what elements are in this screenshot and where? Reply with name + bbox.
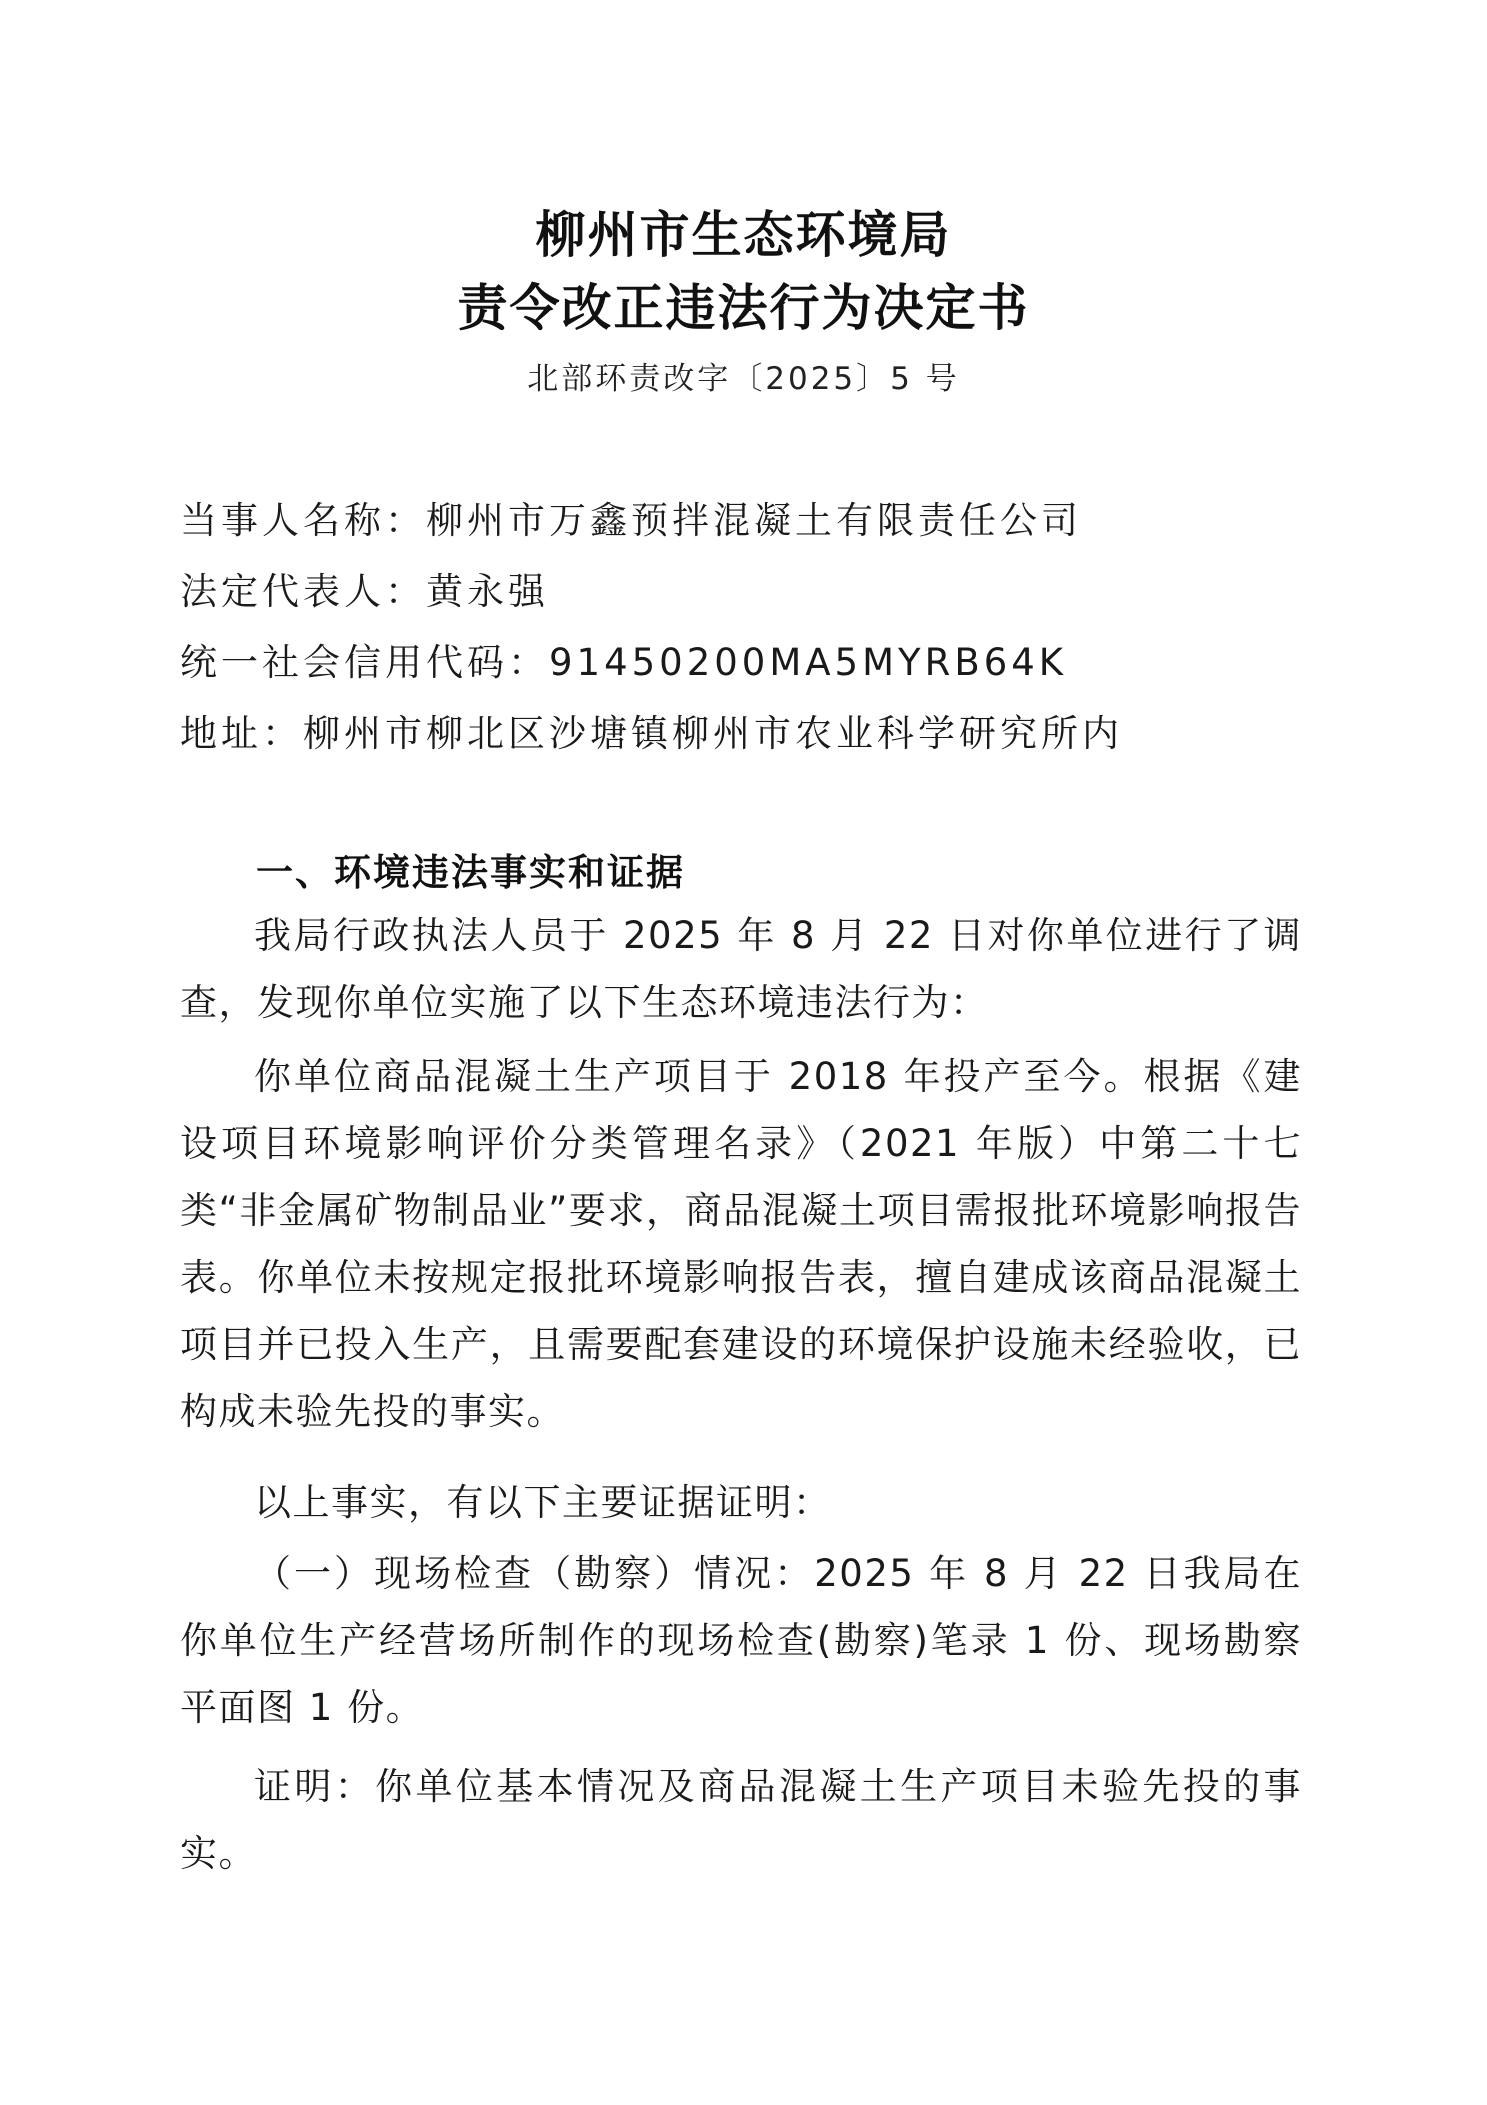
legal-representative-line: 法定代表人：黄永强 [180,570,549,613]
party-name-line: 当事人名称：柳州市万鑫预拌混凝土有限责任公司 [180,499,1082,542]
document-number: 北部环责改字〔2025〕5 号 [527,361,960,397]
paragraph-violation-details: 你单位商品混凝土生产项目于 2018 年投产至今。根据《建设项目环境影响评价分类管理名录》（2021 年版）中第二十七类“非金属矿物制品业”要求，商品混凝土项目需报批环境影响报告表。你单位未按规定报批环境影响报告表，擅自建成该商品混凝土项目并已投入生产，且需要配套建设的环境保护设施未经验收，已构成未验先投的事实。 [180,1055,1302,1433]
paragraph-investigation: 我局行政执法人员于 2025 年 8 月 22 日对你单位进行了调查，发现你单位实施了以下生态环境违法行为： [180,914,1302,1024]
document-title-line1: 柳州市生态环境局 [535,205,952,264]
section-heading-facts-evidence: 一、环境违法事实和证据 [256,851,685,894]
credit-code-line: 统一社会信用代码：91450200MA5MYRB64K [180,641,1068,684]
paragraph-proof: 证明：你单位基本情况及商品混凝土生产项目未验先投的事实。 [180,1765,1302,1875]
paragraph-evidence-intro: 以上事实，有以下主要证据证明： [254,1481,832,1524]
document-title-line2: 责令改正违法行为决定书 [457,278,1030,337]
paragraph-evidence-item-1: （一）现场检查（勘察）情况：2025 年 8 月 22 日我局在你单位生产经营场所制作的现场检查(勘察)笔录 1 份、现场勘察平面图 1 份。 [180,1552,1302,1729]
address-line: 地址：柳州市柳北区沙塘镇柳州市农业科学研究所内 [180,712,1123,755]
